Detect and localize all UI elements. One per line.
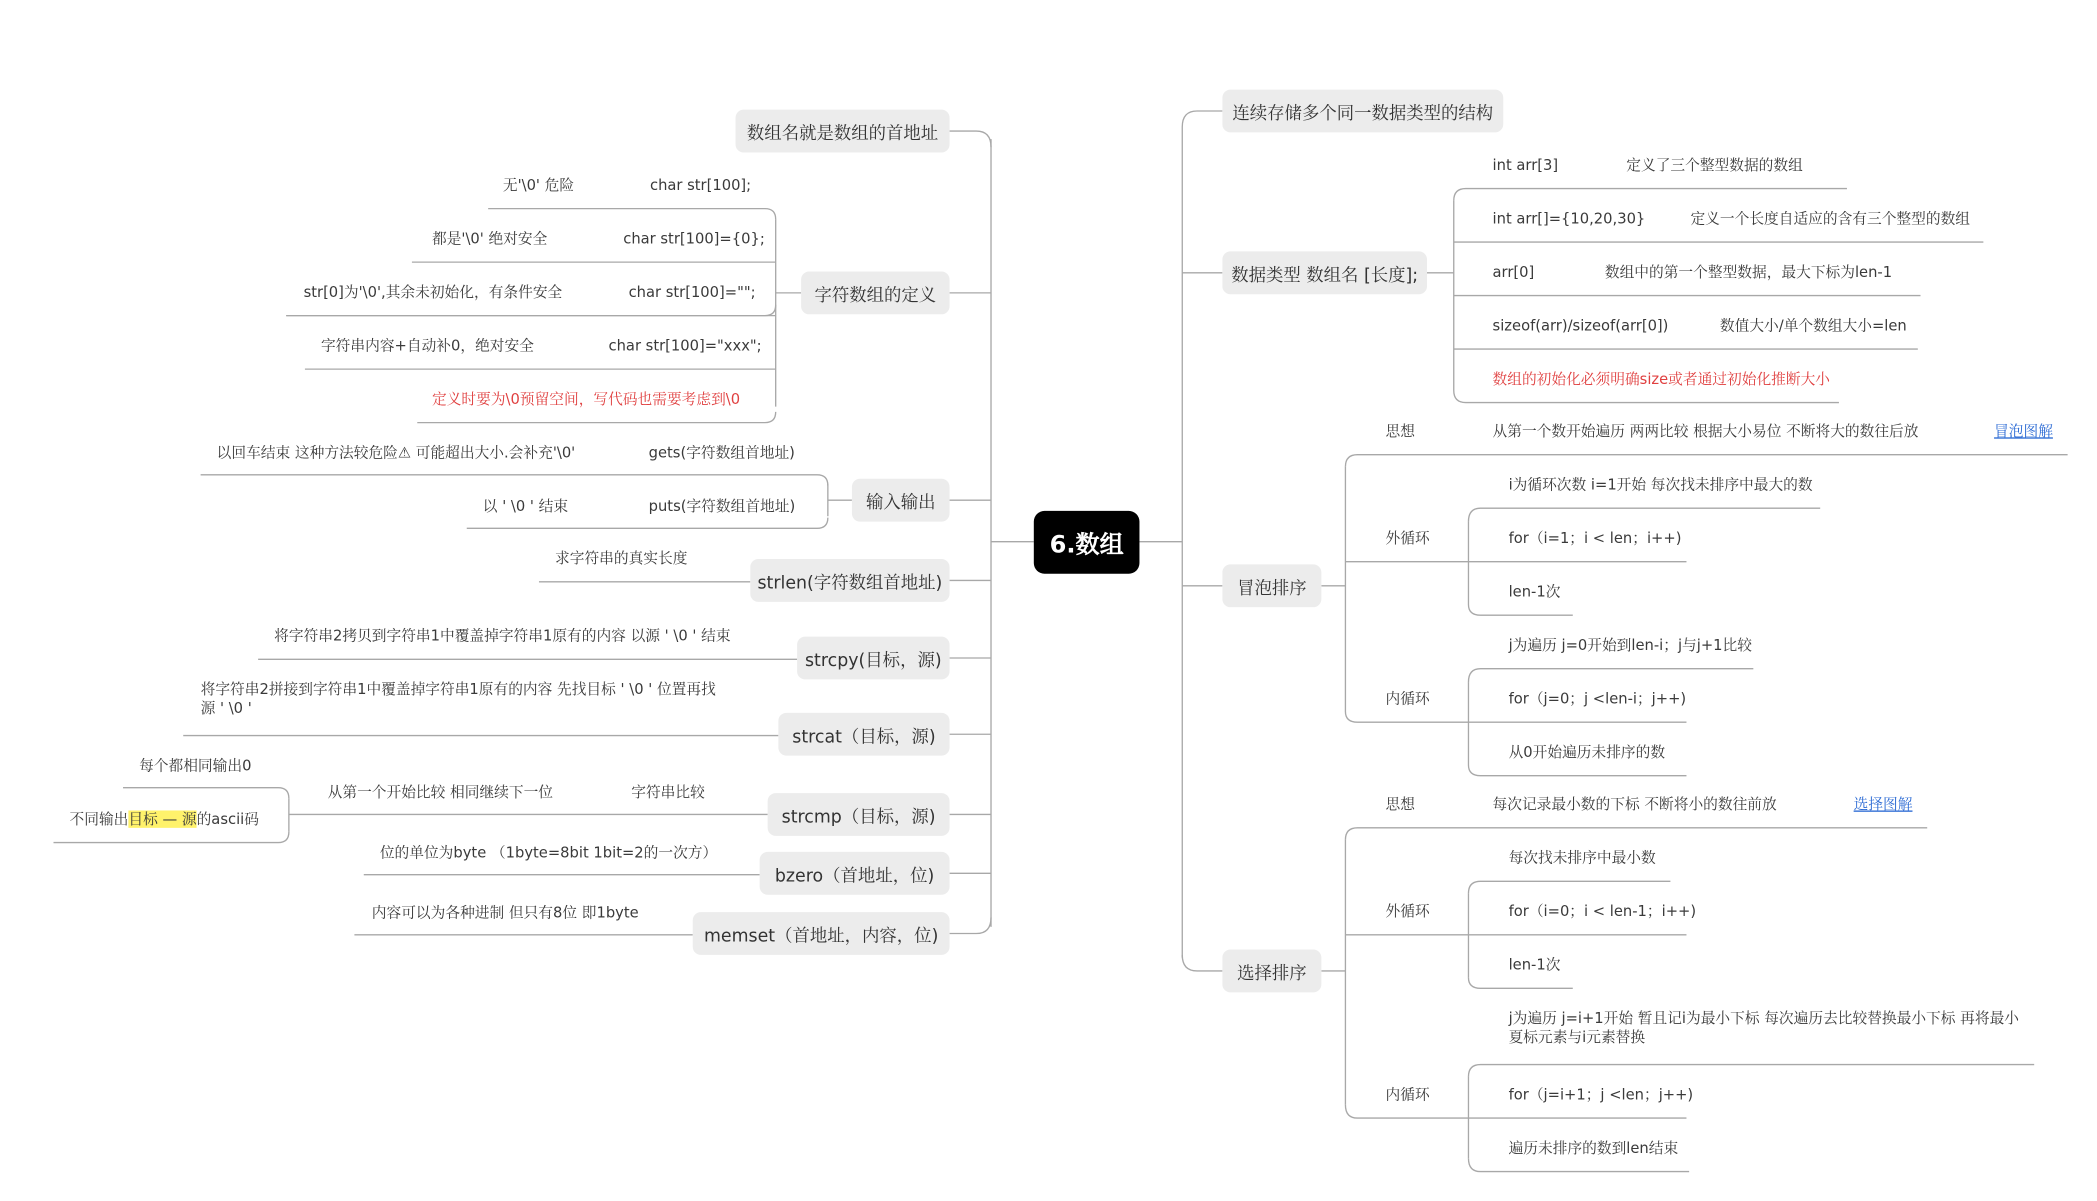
strcat-note: 将字符串2拼接到字符串1中覆盖掉字符串1原有的内容 先找目标 ' \0 ' 位置再找源 ' \0 ' [200,680,716,717]
node-io[interactable]: 输入输出 [852,479,950,522]
strcmp-diff-post: 的ascii码 [196,810,259,828]
root-node[interactable]: 6.数组 [1034,511,1140,574]
select-inner-label: 内循环 [1385,1085,1430,1104]
type-def-note-1: 定义了三个整型数据的数组 [1626,156,1803,174]
select-diagram-link[interactable]: 选择图解 [1853,795,1913,814]
node-first-address[interactable]: 数组名就是数组的首地址 [736,110,950,153]
bubble-outer-1: i为循环次数 i=1开始 每次找未排序中最大的数 [1508,476,1813,494]
select-outer-label: 外循环 [1385,902,1430,921]
strcmp-desc: 从第一个开始比较 相同继续下一位 [327,783,554,802]
type-def-code-2: int arr[]={10,20,30} [1492,209,1646,228]
select-inner-1: j为遍历 j=i+1开始 暂且记i为最小下标 每次遍历去比较替换最小下标 再将最小夏标元素与i元素替换 [1508,1009,2020,1046]
node-strcmp[interactable]: strcmp（目标，源) [768,793,950,836]
select-inner-3: 遍历未排序的数到len结束 [1508,1139,1679,1157]
node-struct[interactable]: 连续存储多个同一数据类型的结构 [1222,90,1503,133]
select-idea-label: 思想 [1385,795,1415,814]
type-def-note-2: 定义一个长度自适应的含有三个整型的数组 [1690,209,1970,228]
strcmp-sub: 字符串比较 [631,783,705,802]
select-outer-1: 每次找未排序中最小数 [1508,849,1656,867]
memset-note: 内容可以为各种进制 但只有8位 即1byte [371,904,639,922]
bubble-diagram-link[interactable]: 冒泡图解 [1994,422,2053,441]
strcmp-same: 每个都相同输出0 [139,756,252,775]
strcpy-note: 将字符串2拷贝到字符串1中覆盖掉字符串1原有的内容 以源 ' \0 ' 结束 [274,627,731,645]
char-def-code-4: char str[100]="xxx"; [608,337,762,355]
bubble-outer-2: for（i=1；i < len；i++) [1508,529,1682,547]
io-puts: puts(字符数组首地址) [648,497,796,515]
bubble-outer-label: 外循环 [1385,529,1430,547]
type-def-code-3: arr[0] [1492,263,1535,281]
node-bzero[interactable]: bzero（首地址，位) [760,852,950,895]
select-idea: 每次记录最小数的下标 不断将小的数往前放 [1492,795,1777,814]
char-def-warning: 定义时要为\0预留空间，写代码也需要考虑到\0 [431,390,741,408]
char-def-note-3: str[0]为'\0',其余未初始化，有条件安全 [303,283,563,301]
strcmp-diff-highlight: 目标 — 源 [128,810,197,828]
type-def-warning: 数组的初始化必须明确size或者通过初始化推断大小 [1492,370,1831,388]
type-def-note-4: 数值大小/单个数组大小=len [1719,316,1907,335]
char-def-note-4: 字符串内容+自动补0，绝对安全 [320,337,534,355]
select-outer-3: len-1次 [1508,956,1561,974]
char-def-note-2: 都是'\0' 绝对安全 [431,230,548,248]
io-gets: gets(字符数组首地址) [648,444,795,462]
char-def-note-1: 无'\0' 危险 [502,176,575,194]
node-strlen[interactable]: strlen(字符数组首地址) [750,559,949,602]
node-type-def[interactable]: 数据类型 数组名 [长度]; [1222,251,1427,294]
char-def-code-3: char str[100]=""; [628,283,756,301]
node-bubble-sort[interactable]: 冒泡排序 [1222,564,1321,607]
select-inner-2: for（j=i+1；j <len；j++) [1508,1085,1694,1104]
bubble-inner-label: 内循环 [1385,690,1430,708]
node-char-array-def[interactable]: 字符数组的定义 [801,271,949,314]
bubble-idea: 从第一个数开始遍历 两两比较 根据大小易位 不断将大的数往后放 [1492,422,1919,441]
bzero-note: 位的单位为byte （1byte=8bit 1bit=2的一次方） [379,843,718,862]
bubble-outer-3: len-1次 [1508,583,1561,601]
char-def-code-2: char str[100]={0}; [623,230,765,248]
strcmp-diff [70,810,259,829]
strlen-note: 求字符串的真实长度 [555,549,688,568]
strcmp-diff-pre: 不同输出 [69,810,129,828]
node-memset[interactable]: memset（首地址，内容，位) [693,912,950,955]
node-strcat[interactable]: strcat（目标，源) [778,713,949,756]
type-def-code-1: int arr[3] [1492,156,1559,174]
select-outer-2: for（i=0；i < len-1；i++) [1508,902,1697,921]
bubble-inner-3: 从0开始遍历未排序的数 [1508,743,1666,761]
io-puts-note: 以 ' \0 ' 结束 [482,497,569,515]
bubble-inner-2: for（j=0；j <len-i；j++) [1508,690,1687,708]
type-def-code-4: sizeof(arr)/sizeof(arr[0]) [1492,316,1669,335]
node-selection-sort[interactable]: 选择排序 [1222,950,1321,993]
type-def-note-3: 数组中的第一个整型数据，最大下标为len-1 [1604,263,1893,281]
bubble-inner-1: j为遍历 j=0开始到len-i；j与j+1比较 [1508,636,1752,654]
io-gets-note: 以回车结束 这种方法较危险⚠ 可能超出大小.会补充'\0' [216,444,576,462]
char-def-code-1: char str[100]; [649,176,752,194]
node-strcpy[interactable]: strcpy(目标，源) [797,637,949,680]
bubble-idea-label: 思想 [1385,422,1415,441]
